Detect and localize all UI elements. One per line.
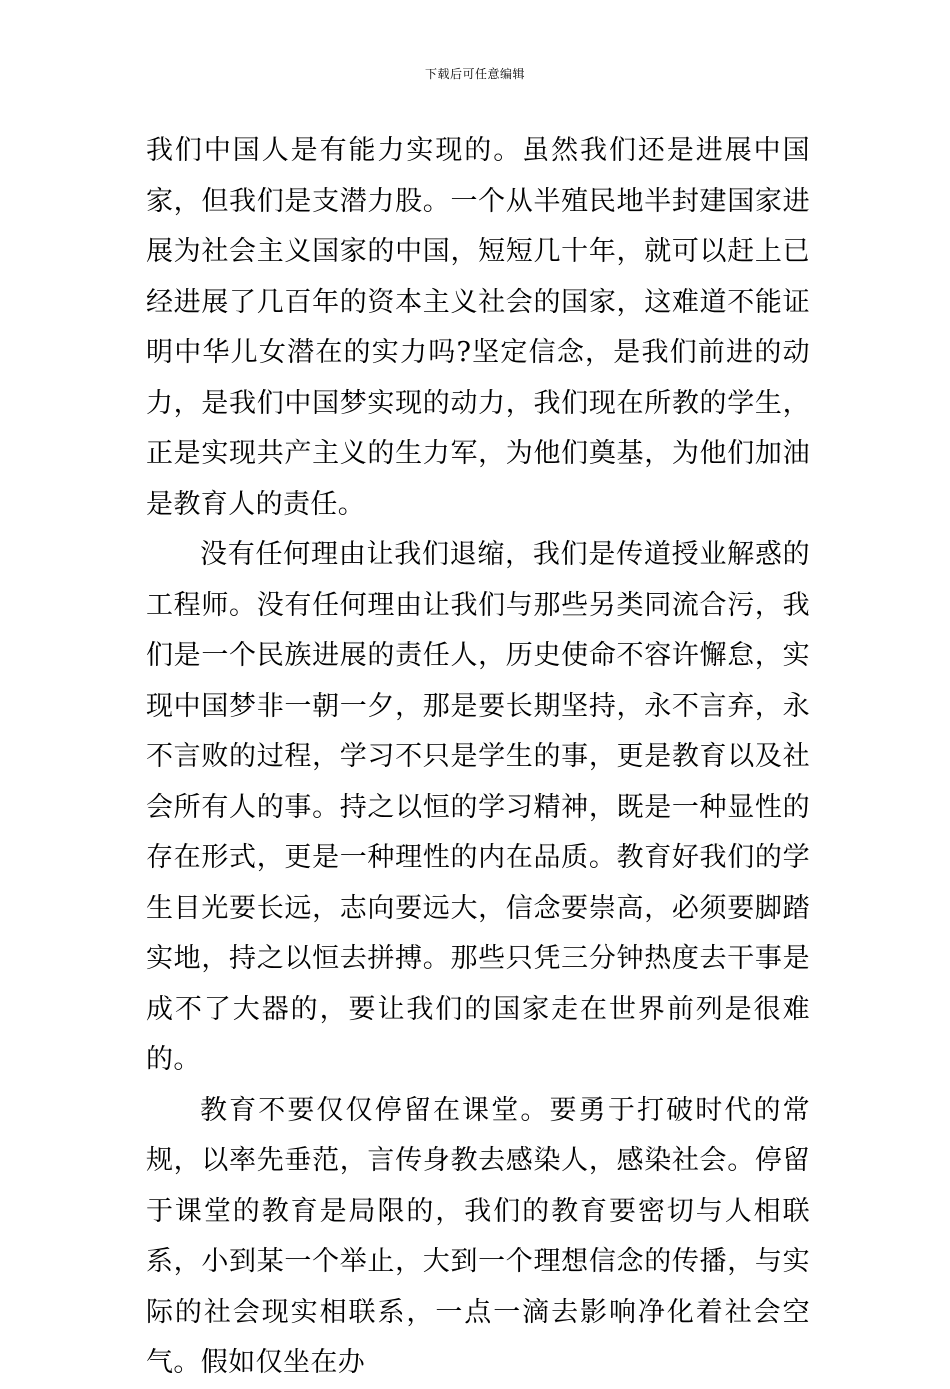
paragraph-2: 没有任何理由让我们退缩，我们是传道授业解惑的工程师。没有任何理由让我们与那些另类同流合污，我们是一个民族进展的责任人，历史使命不容许懈怠，实现中国梦非一朝一夕，那是要长期坚持，永不言弃，永不言败的过程，学习不只是学生的事，更是教育以及社会所有人的事。持之以恒的学习精神，既是一种显性的存在形式，更是一种理性的内在品质。教育好我们的学生目光要长远，志向要远大，信念要崇高，必须要脚踏实地，持之以恒去拼搏。那些只凭三分钟热度去干事是成不了大器的，要让我们的国家走在世界前列是很难的。: [146, 539, 810, 1075]
paragraph-3: 教育不要仅仅停留在课堂。要勇于打破时代的常规，以率先垂范，言传身教去感染人，感染社会。停留于课堂的教育是局限的，我们的教育要密切与人相联系，小到某一个举止，大到一个理想信念的传播，与实际的社会现实相联系，一点一滴去影响净化着社会空气。假如仅坐在办: [146, 1094, 810, 1378]
page-header: 下载后可任意编辑: [424, 67, 525, 81]
paragraph-1: 我们中国人是有能力实现的。虽然我们还是进展中国家，但我们是支潜力股。一个从半殖民地半封建国家进展为社会主义国家的中国，短短几十年，就可以赶上已经进展了几百年的资本主义社会的国家，这难道不能证明中华儿女潜在的实力吗?坚定信念，是我们前进的动力，是我们中国梦实现的动力，我们现在所教的学生，正是实现共产主义的生力军，为他们奠基，为他们加油是教育人的责任。: [146, 135, 810, 520]
document-body: [146, 126, 810, 1389]
